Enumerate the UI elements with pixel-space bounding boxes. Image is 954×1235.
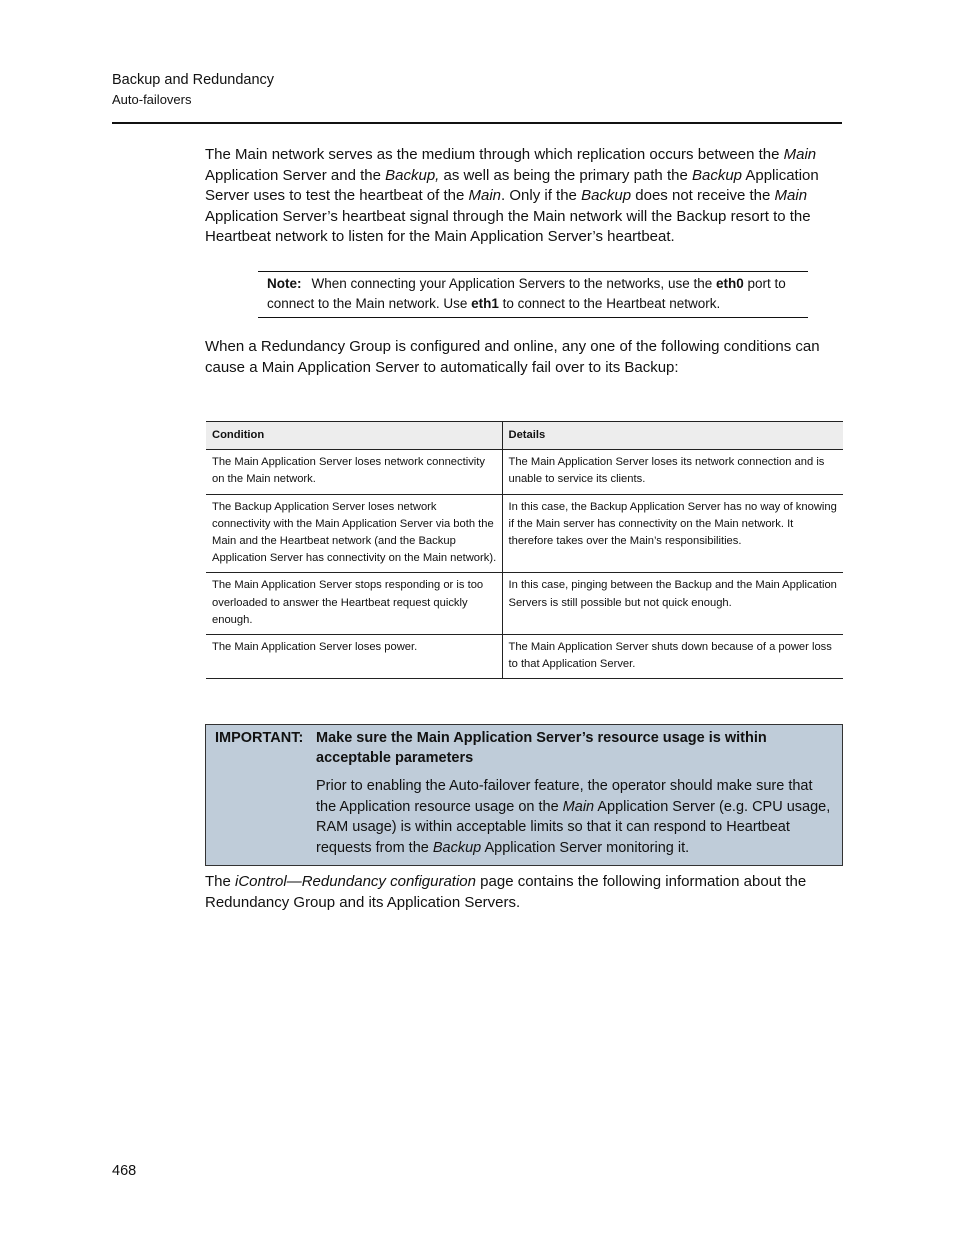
details-cell: The Main Application Server shuts down because of a power loss to that Application Server. xyxy=(502,635,843,679)
important-heading: Make sure the Main Application Server’s resource usage is within acceptable parameters xyxy=(316,730,767,766)
important-label: IMPORTANT: xyxy=(215,730,304,746)
important-content xyxy=(316,728,834,858)
replication-paragraph: The Main network serves as the medium through which replication occurs between the Main Application Server and the Backup, as well as being the primary path the Backup Application Server uses to test the heartbeat of the Main. Only if the Backup does not receive the Main Application Server’s heartbeat signal through the Main network will the Backup resort to the Heartbeat network to listen for the Main Application Server’s heartbeat. xyxy=(205,146,819,245)
table-row xyxy=(206,494,843,573)
running-header xyxy=(112,70,274,109)
note-label: Note: xyxy=(267,276,302,291)
table-row xyxy=(206,635,843,679)
table-header-row xyxy=(206,422,843,450)
condition-cell: The Backup Application Server loses network connectivity with the Main Application Server via both the Main and the Heartbeat network (and the Backup Application Server has connectivity on the Main network). xyxy=(206,494,502,573)
condition-cell: The Main Application Server loses power. xyxy=(206,635,502,679)
details-cell: In this case, the Backup Application Server has no way of knowing if the Main server has connectivity on the Main network. It therefore takes over the Main’s responsibilities. xyxy=(502,494,843,573)
important-callout xyxy=(205,724,843,866)
section-title: Auto-failovers xyxy=(112,92,192,107)
details-cell: In this case, pinging between the Backup and the Main Application Servers is still possible but not quick enough. xyxy=(502,573,843,635)
redundancy-config-paragraph: The iControl—Redundancy configuration page contains the following information about the Redundancy Group and its Application Servers. xyxy=(205,873,807,911)
condition-cell: The Main Application Server stops responding or is too overloaded to answer the Heartbeat request quickly enough. xyxy=(206,573,502,635)
table-row xyxy=(206,573,843,635)
chapter-title: Backup and Redundancy xyxy=(112,72,275,88)
table-row xyxy=(206,450,843,494)
details-cell: The Main Application Server loses its network connection and is unable to service its clients. xyxy=(502,450,843,494)
column-header-condition: Condition xyxy=(206,422,502,450)
failover-conditions-table xyxy=(206,421,843,679)
note-box: Note: When connecting your Application Servers to the networks, use the eth0 port to connect to the Main network. Use eth1 to connect to the Heartbeat network. xyxy=(258,271,808,318)
conditions-intro-paragraph: When a Redundancy Group is configured and online, any one of the following conditions can cause a Main Application Server to automatically fail over to its Backup: xyxy=(205,338,820,376)
column-header-details: Details xyxy=(502,422,843,450)
important-body: Prior to enabling the Auto-failover feature, the operator should make sure that the Application resource usage on the Main Application Server (e.g. CPU usage, RAM usage) is within acceptable limits so that it can respond to Heartbeat requests from the Backup Application Server monitoring it. xyxy=(316,778,831,856)
page-number: 468 xyxy=(112,1163,137,1179)
condition-cell: The Main Application Server loses network connectivity on the Main network. xyxy=(206,450,502,494)
header-divider xyxy=(112,122,842,124)
